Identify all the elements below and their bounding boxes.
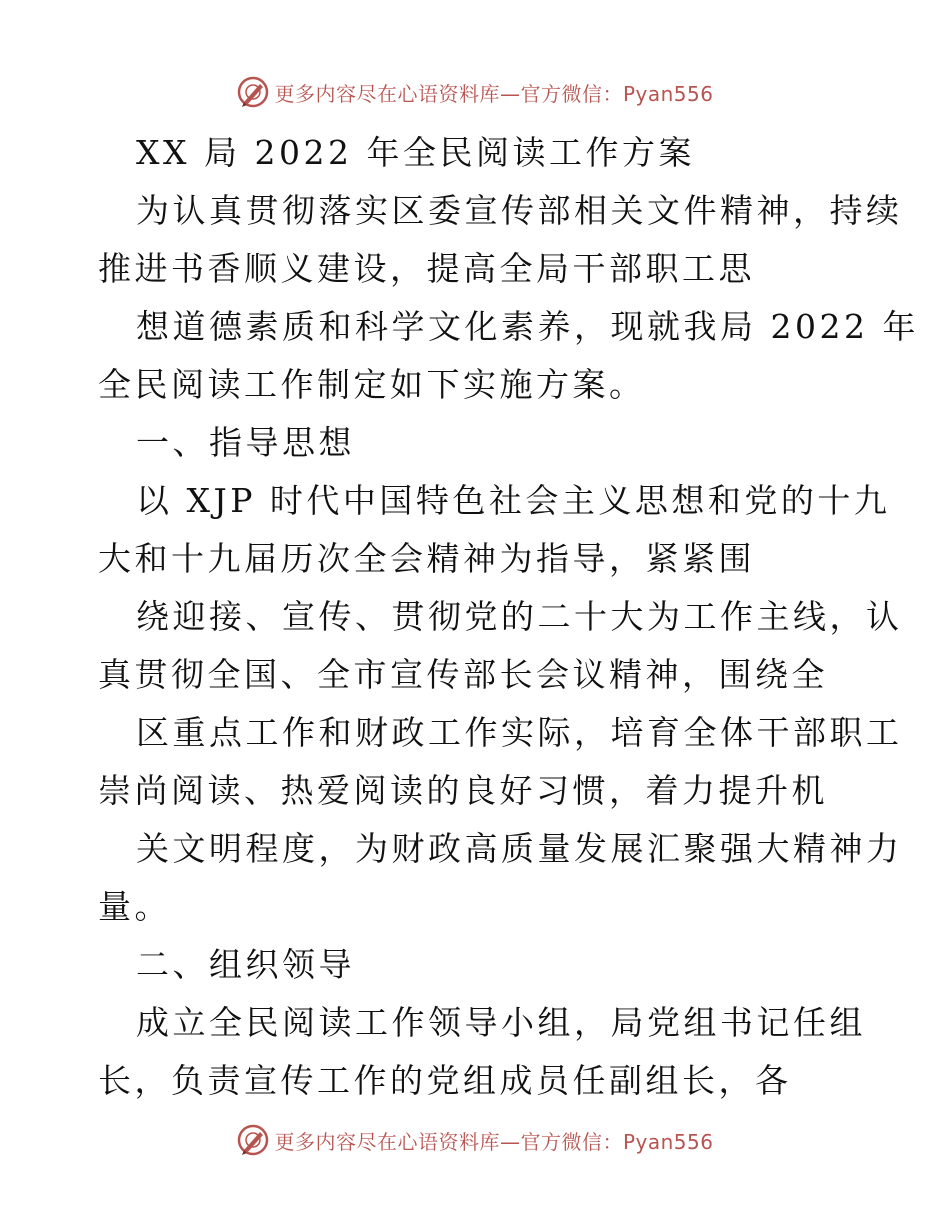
paragraph-line: 想道德素质和科学文化素养，现就我局 2022 年 bbox=[136, 307, 919, 346]
paragraph-line: 量。 bbox=[98, 887, 171, 926]
section-heading: 一、指导思想 bbox=[136, 423, 355, 462]
document-title: XX 局 2022 年全民阅读工作方案 bbox=[136, 133, 695, 172]
paragraph-line: 全民阅读工作制定如下实施方案。 bbox=[98, 365, 646, 404]
paragraph-line: 区重点工作和财政工作实际，培育全体干部职工 bbox=[136, 713, 903, 752]
watermark-text: 更多内容尽在心语资料库—官方微信：Pyan556 bbox=[274, 81, 714, 106]
paragraph-line: 成立全民阅读工作领导小组，局党组书记任组 bbox=[136, 1003, 866, 1042]
paragraph-line: 关文明程度，为财政高质量发展汇聚强大精神力 bbox=[136, 829, 903, 868]
paragraph-line: 为认真贯彻落实区委宣传部相关文件精神，持续 bbox=[136, 191, 903, 230]
paragraph-line: 绕迎接、宣传、贯彻党的二十大为工作主线，认 bbox=[136, 597, 903, 636]
paragraph-line: 大和十九届历次全会精神为指导，紧紧围 bbox=[98, 539, 755, 578]
paragraph-line: 推进书香顺义建设，提高全局干部职工思 bbox=[98, 249, 755, 288]
pen-circle-logo-icon bbox=[236, 75, 270, 109]
watermark-banner-bottom bbox=[0, 1118, 950, 1162]
paragraph-line: 以 XJP 时代中国特色社会主义思想和党的十九 bbox=[136, 481, 891, 520]
paragraph-line: 长，负责宣传工作的党组成员任副组长，各 bbox=[98, 1061, 792, 1100]
pen-circle-logo-icon bbox=[236, 1123, 270, 1157]
section-heading: 二、组织领导 bbox=[136, 945, 355, 984]
paragraph-line: 崇尚阅读、热爱阅读的良好习惯，着力提升机 bbox=[98, 771, 828, 810]
paragraph-line: 真贯彻全国、全市宣传部长会议精神，围绕全 bbox=[98, 655, 828, 694]
watermark-banner-top bbox=[0, 70, 950, 114]
watermark-text: 更多内容尽在心语资料库—官方微信：Pyan556 bbox=[274, 1129, 714, 1154]
